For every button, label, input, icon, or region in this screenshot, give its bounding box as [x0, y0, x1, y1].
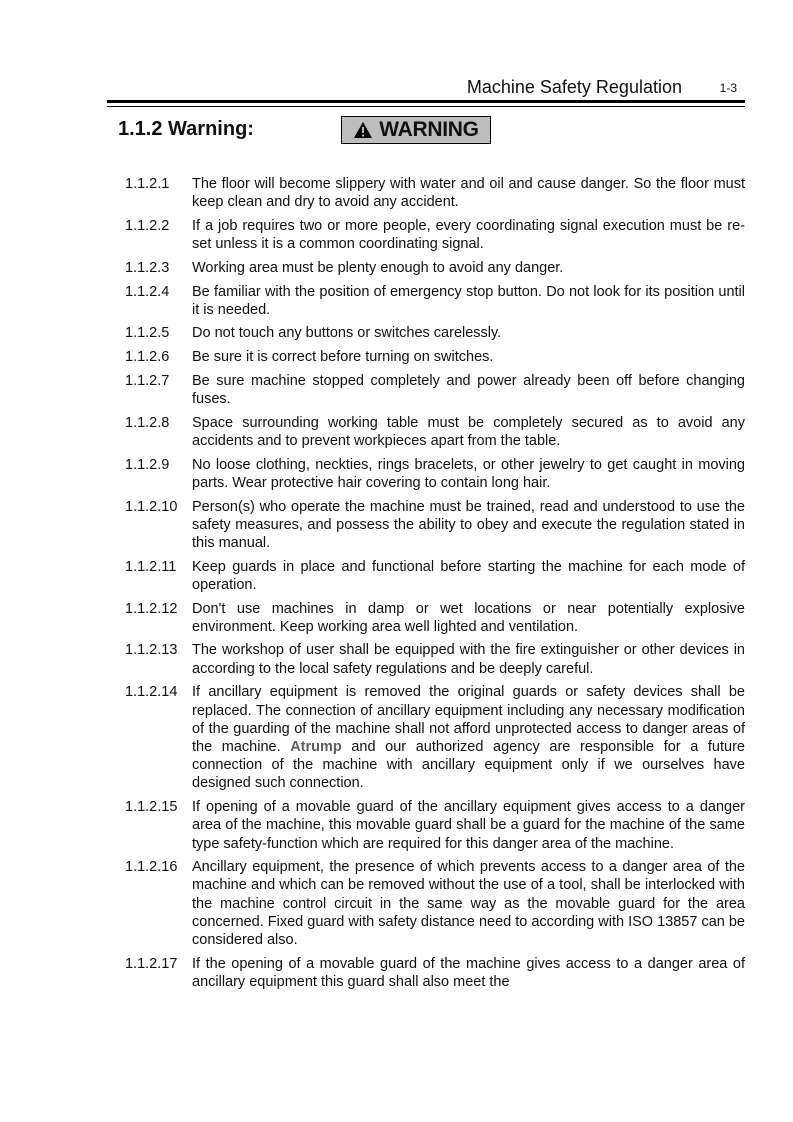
section-title: 1.1.2 Warning:: [118, 118, 254, 140]
header-rule-thin: [107, 106, 745, 107]
item-text-after: and our authorized agency are responsible for a future connection of the machine with ancillary equipment only if we ourselves have designed such connection.: [192, 738, 745, 792]
item-number: 1.1.2.17: [125, 955, 178, 972]
item-text: If opening of a movable guard of the ancillary equipment gives access to a danger area of the machine, this movable guard shall be a guard for the machine of the same type safety-function which are required for this danger area of the machine.: [192, 799, 745, 852]
item-text: Don't use machines in damp or wet locations or near potentially explosive environment. Keep working area well lighted and ventilation.: [192, 600, 745, 635]
list-item: [125, 456, 745, 492]
list-item: [125, 283, 745, 319]
item-number: 1.1.2.8: [125, 414, 170, 431]
item-text-before: If ancillary equipment is removed the original guards or safety devices shall be replaced. The connection of ancillary equipment including any necessary modification of the guarding of the machine shall not afford unprotected access to danger areas of the machine.: [192, 684, 745, 755]
item-text: Be familiar with the position of emergency stop button. Do not look for its position until it is needed.: [192, 283, 745, 318]
list-item: [125, 600, 745, 636]
list-item: [125, 798, 745, 853]
list-item: [125, 955, 745, 991]
list-item: [125, 683, 745, 792]
item-number: 1.1.2.15: [125, 799, 178, 816]
item-text: [192, 683, 745, 792]
list-item: [125, 348, 745, 366]
page-header: [107, 76, 745, 98]
item-number: 1.1.2.14: [125, 684, 178, 701]
list-item: [125, 324, 745, 342]
warning-list: [125, 175, 745, 997]
brand-name: Atrump: [290, 738, 342, 755]
item-number: 1.1.2.13: [125, 642, 178, 659]
list-item: [125, 372, 745, 408]
list-item: [125, 175, 745, 211]
item-text: Ancillary equipment, the presence of which prevents access to a danger area of the machine and which can be removed without the use of a tool, shall be interlocked with the machine control circuit in the same way as the movable guard for the area concerned. Fixed guard with safety distance need to according with ISO 13857 can be considered also.: [192, 859, 745, 949]
item-number: 1.1.2.12: [125, 600, 178, 617]
item-text: No loose clothing, neckties, rings bracelets, or other jewelry to get caught in moving parts. Wear protective hair covering to contain long hair.: [192, 456, 745, 491]
list-item: [125, 641, 745, 677]
list-item: [125, 498, 745, 553]
item-number: 1.1.2.1: [125, 176, 170, 192]
item-text: Do not touch any buttons or switches carelessly.: [192, 325, 502, 342]
list-item: [125, 414, 745, 450]
item-text: The floor will become slippery with water and oil and cause danger. So the floor must keep clean and dry to avoid any accident.: [192, 176, 745, 211]
list-item: [125, 217, 745, 253]
item-number: 1.1.2.4: [125, 283, 170, 300]
list-item: [125, 858, 745, 949]
item-number: 1.1.2.9: [125, 456, 170, 473]
item-number: 1.1.2.7: [125, 372, 170, 389]
header-title: Machine Safety Regulation: [466, 77, 682, 97]
item-number: 1.1.2.2: [125, 217, 170, 234]
item-number: 1.1.2.3: [125, 259, 170, 276]
item-number: 1.1.2.10: [125, 498, 178, 515]
list-item: [125, 259, 745, 277]
list-item: [125, 558, 745, 594]
item-number: 1.1.2.6: [125, 349, 170, 366]
item-text: Be sure it is correct before turning on switches.: [192, 349, 494, 366]
page-number: 1-3: [719, 81, 737, 95]
item-number: 1.1.2.5: [125, 325, 170, 342]
item-text: Be sure machine stopped completely and power already been off before changing fuses.: [192, 372, 745, 408]
item-text: Keep guards in place and functional before starting the machine for each mode of operation.: [192, 558, 745, 593]
item-text: Person(s) who operate the machine must be trained, read and understood to use the safety measures, and possess the ability to obey and execute the regulation stated in this manual.: [192, 498, 745, 551]
warning-label: WARNING: [379, 118, 479, 141]
item-number: 1.1.2.11: [125, 558, 177, 575]
warning-badge: [341, 116, 491, 144]
header-rule-thick: [107, 100, 745, 103]
item-number: 1.1.2.16: [125, 859, 178, 876]
item-text: If a job requires two or more people, every coordinating signal execution must be re-set unless it is a common coordinating signal.: [192, 217, 745, 253]
warning-triangle-icon: [353, 121, 373, 139]
item-text: Space surrounding working table must be completely secured as to avoid any accidents and to prevent workpieces apart from the table.: [192, 414, 745, 449]
item-text: If the opening of a movable guard of the machine gives access to a danger area of ancillary equipment this guard shall also meet the: [192, 955, 745, 990]
item-text: The workshop of user shall be equipped with the fire extinguisher or other devices in according to the local safety regulations and be deeply careful.: [192, 642, 745, 677]
item-text: Working area must be plenty enough to avoid any danger.: [192, 259, 564, 276]
